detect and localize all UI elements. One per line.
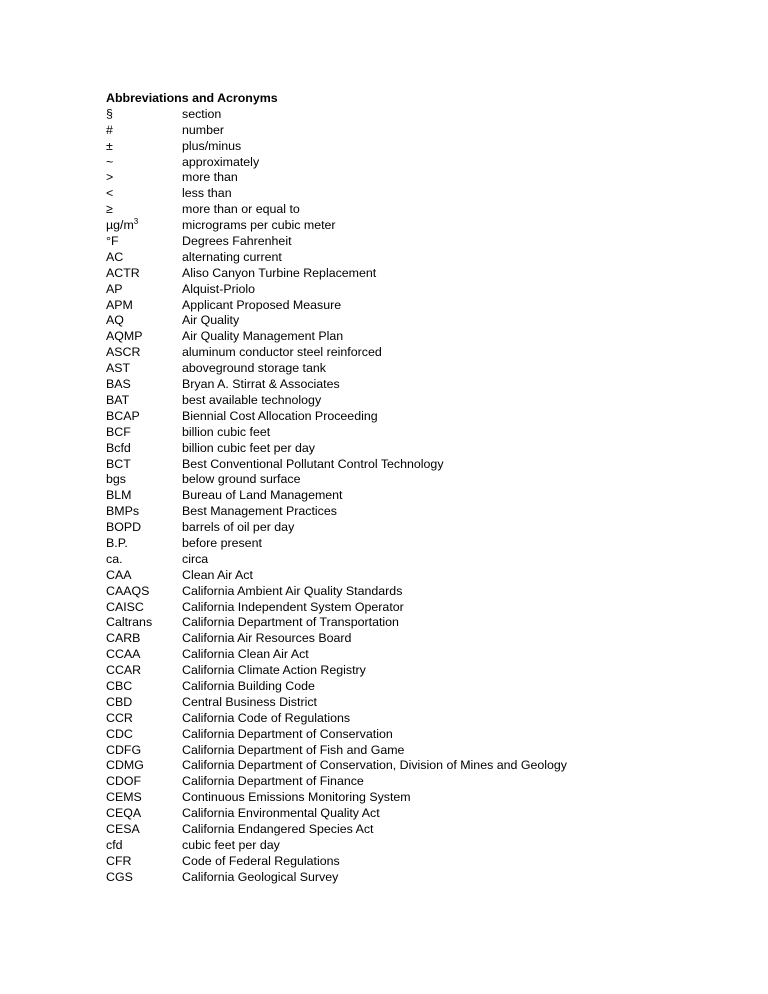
abbreviation-row [106,711,706,727]
abbreviation-term-text: CDC [106,726,133,741]
abbreviation-row [106,695,706,711]
abbreviation-term [106,409,182,425]
abbreviation-row [106,568,706,584]
abbreviation-definition: Bureau of Land Management [182,488,343,503]
abbreviation-row [106,393,706,409]
abbreviation-row [106,743,706,759]
abbreviation-term [106,425,182,441]
abbreviation-term [106,568,182,584]
abbreviation-row [106,472,706,488]
abbreviation-term [106,202,182,218]
abbreviation-row [106,727,706,743]
abbreviation-term [106,711,182,727]
abbreviation-term-text: AST [106,361,131,376]
abbreviation-term-text: CAISC [106,599,144,614]
abbreviation-term-text: bgs [106,472,126,487]
abbreviation-term [106,504,182,520]
abbreviation-row [106,170,706,186]
abbreviation-row [106,663,706,679]
abbreviation-row [106,425,706,441]
abbreviation-row [106,647,706,663]
abbreviation-term-text: § [106,106,113,121]
abbreviation-definition: more than or equal to [182,202,300,217]
abbreviation-term [106,345,182,361]
abbreviation-term-text: Bcfd [106,440,131,455]
abbreviation-definition: aboveground storage tank [182,361,326,376]
abbreviation-row [106,838,706,854]
abbreviation-row [106,584,706,600]
abbreviation-term-text: ASCR [106,345,141,360]
abbreviation-term [106,472,182,488]
abbreviation-term-text: < [106,186,114,201]
abbreviation-definition: best available technology [182,392,322,407]
abbreviation-term [106,727,182,743]
abbreviation-term [106,631,182,647]
abbreviation-row [106,488,706,504]
abbreviation-term [106,107,182,123]
abbreviation-term-text: CEMS [106,790,142,805]
abbreviation-term-text: # [106,122,113,137]
abbreviation-term-text: BCAP [106,408,140,423]
abbreviation-definition: less than [182,186,232,201]
abbreviation-definition: California Department of Transportation [182,615,399,630]
abbreviation-term [106,155,182,171]
abbreviation-term [106,441,182,457]
abbreviation-term [106,806,182,822]
abbreviation-definition: California Clean Air Act [182,647,309,662]
abbreviation-row [106,520,706,536]
abbreviation-term-text: CDFG [106,742,142,757]
abbreviation-row [106,218,706,234]
abbreviation-row [106,615,706,631]
abbreviation-definition: Applicant Proposed Measure [182,297,342,312]
abbreviation-row [106,139,706,155]
abbreviation-row [106,329,706,345]
abbreviation-row [106,361,706,377]
abbreviation-definition: Bryan A. Stirrat & Associates [182,377,340,392]
abbreviation-definition: cubic feet per day [182,837,280,852]
abbreviation-definition: section [182,106,222,121]
abbreviation-definition: Best Management Practices [182,504,337,519]
abbreviation-row [106,282,706,298]
abbreviation-term [106,822,182,838]
abbreviation-definition: Alquist-Priolo [182,281,255,296]
abbreviation-row [106,870,706,886]
abbreviation-term-text: BAS [106,377,131,392]
abbreviation-row [106,854,706,870]
abbreviation-definition: plus/minus [182,138,242,153]
abbreviation-definition: California Department of Fish and Game [182,742,405,757]
abbreviation-row [106,345,706,361]
abbreviation-row [106,123,706,139]
abbreviation-row [106,790,706,806]
abbreviation-term [106,393,182,409]
abbreviation-term [106,663,182,679]
abbreviation-term [106,536,182,552]
abbreviation-term-text: BCF [106,424,131,439]
abbreviation-definition: California Climate Action Registry [182,663,366,678]
abbreviation-row [106,822,706,838]
abbreviation-term-text: CDMG [106,758,144,773]
abbreviation-term-text: ± [106,138,113,153]
abbreviation-row [106,441,706,457]
abbreviation-term [106,123,182,139]
abbreviation-row [106,457,706,473]
abbreviation-row [106,774,706,790]
abbreviation-term [106,250,182,266]
abbreviation-row [106,250,706,266]
abbreviation-term-text: AQ [106,313,124,328]
abbreviation-term [106,457,182,473]
abbreviation-definition: Aliso Canyon Turbine Replacement [182,265,377,280]
abbreviation-definition: micrograms per cubic meter [182,218,336,233]
abbreviation-term [106,584,182,600]
abbreviation-definition: before present [182,535,262,550]
abbreviation-row [106,552,706,568]
abbreviation-definition: Air Quality [182,313,240,328]
abbreviation-term-text: BMPs [106,504,140,519]
abbreviation-definition: more than [182,170,238,185]
abbreviation-row [106,504,706,520]
abbreviation-term-text: CCR [106,710,133,725]
abbreviation-term-text: µg/m [106,218,134,233]
abbreviation-definition: Biennial Cost Allocation Proceeding [182,408,378,423]
abbreviation-definition: California Independent System Operator [182,599,404,614]
abbreviation-term [106,520,182,536]
abbreviation-definition: California Air Resources Board [182,631,352,646]
abbreviation-row [106,409,706,425]
abbreviation-term [106,790,182,806]
abbreviations-document [106,91,706,886]
abbreviation-term-text: CFR [106,853,132,868]
abbreviation-term-text: CCAR [106,663,142,678]
abbreviation-row [106,806,706,822]
abbreviation-term [106,186,182,202]
abbreviation-term-text: CBD [106,694,133,709]
abbreviation-definition: California Building Code [182,678,315,693]
abbreviation-term [106,361,182,377]
abbreviation-row [106,298,706,314]
abbreviation-term-text: APM [106,297,133,312]
abbreviation-definition: billion cubic feet [182,424,271,439]
abbreviation-row [106,266,706,282]
abbreviation-definition: aluminum conductor steel reinforced [182,345,382,360]
abbreviation-row [106,600,706,616]
abbreviation-superscript: 3 [133,217,139,227]
abbreviation-definition: California Ambient Air Quality Standards [182,583,403,598]
abbreviation-definition: California Department of Conservation [182,726,393,741]
abbreviation-definition: barrels of oil per day [182,520,295,535]
abbreviation-term-text: BOPD [106,520,142,535]
abbreviation-row [106,377,706,393]
abbreviation-term-text: Caltrans [106,615,153,630]
abbreviation-term [106,488,182,504]
abbreviation-definition: Air Quality Management Plan [182,329,344,344]
abbreviation-row [106,186,706,202]
abbreviation-definition: California Endangered Species Act [182,821,374,836]
abbreviation-definition: number [182,122,225,137]
abbreviation-definition: circa [182,551,209,566]
abbreviation-row [106,155,706,171]
abbreviation-term [106,218,182,234]
abbreviation-term [106,615,182,631]
abbreviation-definition: billion cubic feet per day [182,440,315,455]
abbreviation-term [106,377,182,393]
abbreviation-term [106,758,182,774]
abbreviation-row [106,758,706,774]
abbreviation-term [106,743,182,759]
abbreviation-definition: California Department of Finance [182,774,364,789]
abbreviation-term-text: CCAA [106,647,141,662]
abbreviation-list [106,107,706,886]
abbreviation-row [106,679,706,695]
abbreviation-term-text: BAT [106,392,130,407]
abbreviation-term-text: CGS [106,869,133,884]
abbreviation-term [106,870,182,886]
abbreviation-term [106,170,182,186]
abbreviation-term-text: CAA [106,567,132,582]
abbreviation-term [106,854,182,870]
abbreviation-term [106,282,182,298]
document-heading: Abbreviations and Acronyms [106,91,278,105]
abbreviation-term [106,266,182,282]
abbreviation-term-text: BLM [106,488,132,503]
abbreviation-definition: Best Conventional Pollutant Control Technology [182,456,444,471]
abbreviation-term-text: ca. [106,551,123,566]
abbreviation-definition: Continuous Emissions Monitoring System [182,790,411,805]
abbreviation-row [106,107,706,123]
abbreviation-term [106,695,182,711]
abbreviation-row [106,631,706,647]
abbreviation-term [106,552,182,568]
abbreviation-term-text: B.P. [106,535,128,550]
abbreviation-term-text: CBC [106,678,133,693]
abbreviation-term-text: CESA [106,821,140,836]
abbreviation-row [106,313,706,329]
abbreviation-term [106,139,182,155]
abbreviation-term [106,298,182,314]
abbreviation-term-text: ≥ [106,202,113,217]
abbreviation-term-text: cfd [106,837,123,852]
abbreviation-definition: alternating current [182,249,282,264]
abbreviation-definition: California Department of Conservation, Division of Mines and Geology [182,758,567,773]
abbreviation-term [106,679,182,695]
abbreviation-term-text: CAAQS [106,583,150,598]
abbreviation-definition: below ground surface [182,472,301,487]
abbreviation-definition: California Code of Regulations [182,710,351,725]
abbreviation-term-text: ACTR [106,265,140,280]
abbreviation-definition: California Geological Survey [182,869,339,884]
abbreviation-definition: California Environmental Quality Act [182,806,380,821]
abbreviation-term-text: °F [106,234,119,249]
abbreviation-term [106,234,182,250]
abbreviation-term-text: AP [106,281,123,296]
abbreviation-term-text: ~ [106,154,114,169]
abbreviation-definition: Central Business District [182,694,317,709]
abbreviation-term [106,647,182,663]
abbreviation-term [106,838,182,854]
abbreviation-term [106,313,182,329]
abbreviation-row [106,536,706,552]
abbreviation-definition: approximately [182,154,260,169]
abbreviation-term [106,600,182,616]
abbreviation-row [106,234,706,250]
abbreviation-term-text: AC [106,249,124,264]
abbreviation-term-text: > [106,170,114,185]
abbreviation-term-text: CEQA [106,806,142,821]
abbreviation-row [106,202,706,218]
abbreviation-definition: Clean Air Act [182,567,253,582]
abbreviation-definition: Code of Federal Regulations [182,853,340,868]
abbreviation-term-text: CARB [106,631,141,646]
abbreviation-term-text: CDOF [106,774,142,789]
abbreviation-term-text: BCT [106,456,131,471]
abbreviation-definition: Degrees Fahrenheit [182,234,292,249]
abbreviation-term-text: AQMP [106,329,143,344]
abbreviation-term [106,329,182,345]
abbreviation-term [106,774,182,790]
